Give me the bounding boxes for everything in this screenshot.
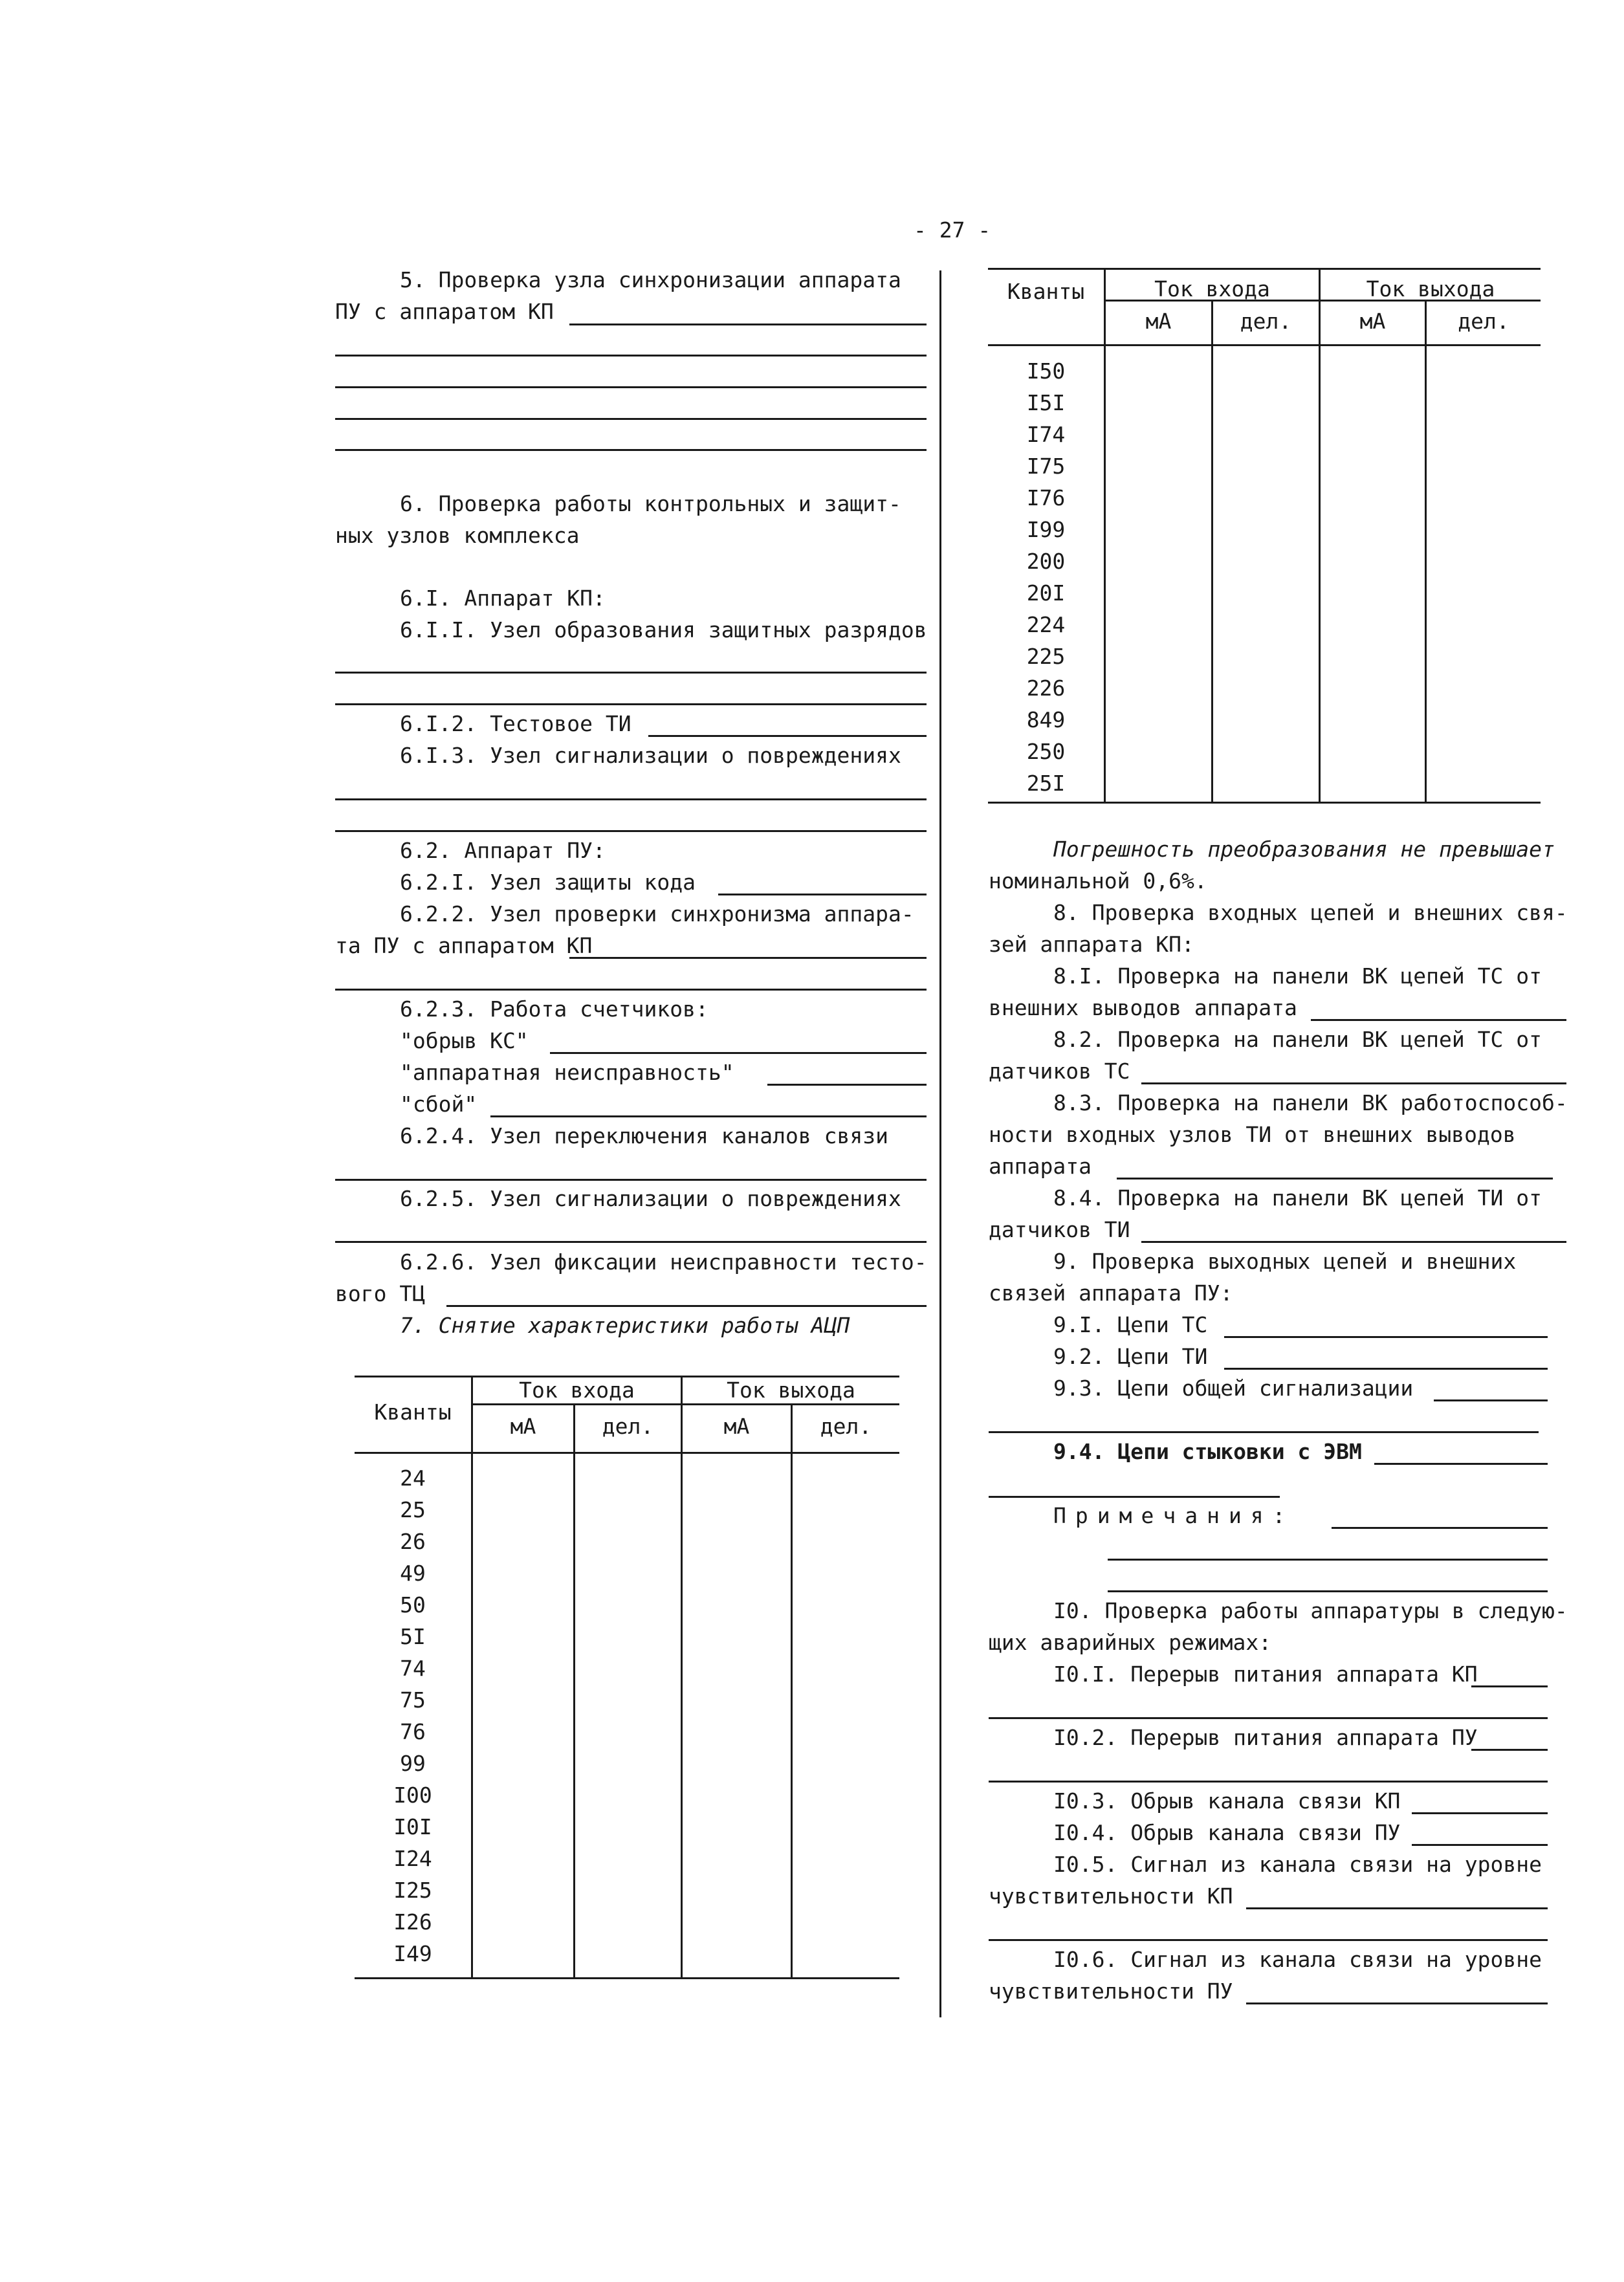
fill-line	[1108, 1559, 1548, 1561]
fill-line	[1412, 1844, 1548, 1846]
table-1-row-label: I00	[393, 1783, 432, 1808]
section-10-5-line1: I0.5. Сигнал из канала связи на уровне	[1053, 1852, 1542, 1877]
section-6-1-3: 6.I.3. Узел сигнализации о повреждениях	[400, 743, 901, 768]
section-8-1-line2: внешних выводов аппарата	[989, 995, 1297, 1020]
section-8-1-line1: 8.I. Проверка на панели ВК цепей ТС от	[1053, 963, 1542, 989]
section-6-line1: 6. Проверка работы контрольных и защит-	[400, 491, 901, 516]
fill-line	[989, 1496, 1280, 1498]
fill-line	[1117, 1178, 1553, 1179]
fill-line	[1224, 1368, 1548, 1370]
section-10-5-line2: чувствительности КП	[989, 1883, 1233, 1909]
section-10-3: I0.3. Обрыв канала связи КП	[1053, 1788, 1401, 1814]
section-8-4-line1: 8.4. Проверка на панели ВК цепей ТИ от	[1053, 1185, 1542, 1211]
section-10-2: I0.2. Перерыв питания аппарата ПУ	[1053, 1725, 1478, 1750]
section-8-line1: 8. Проверка входных цепей и внешних свя-	[1053, 900, 1568, 925]
section-10-6-line2: чувствительности ПУ	[989, 1979, 1233, 2004]
section-6-1-2: 6.I.2. Тестовое ТИ	[400, 711, 631, 736]
section-9-line1: 9. Проверка выходных цепей и внешних	[1053, 1249, 1517, 1274]
table-2-row-label: I5I	[1026, 390, 1066, 415]
table-2-row-label: 849	[1026, 707, 1066, 732]
table-2-row-label: I99	[1026, 517, 1066, 542]
table-1-row-label: I25	[393, 1878, 432, 1903]
section-8-2-line1: 8.2. Проверка на панели ВК цепей ТС от	[1053, 1027, 1542, 1052]
fill-line	[1471, 1749, 1548, 1751]
counter-line-3: "сбой"	[400, 1092, 477, 1117]
section-7: 7. Снятие характеристики работы АЦП	[400, 1313, 850, 1338]
fill-line	[648, 735, 927, 737]
table-1-row-label: 99	[400, 1751, 426, 1776]
table-2-row-label: 200	[1026, 549, 1066, 574]
section-5-line2: ПУ с аппаратом КП	[335, 299, 554, 324]
section-8-3-line3: аппарата	[989, 1154, 1092, 1179]
fill-line	[1108, 1590, 1548, 1592]
section-10-line1: I0. Проверка работы аппаратуры в следую-	[1053, 1598, 1568, 1623]
table-1-header-ma-out: мА	[723, 1414, 750, 1439]
fill-line	[1246, 1907, 1548, 1909]
table-1-header-kvanty: Кванты	[374, 1399, 452, 1425]
fill-line	[989, 1781, 1548, 1783]
fill-line	[490, 1115, 927, 1117]
table-2-row-label: I76	[1026, 485, 1066, 510]
section-10-line2: щих аварийных режимах:	[989, 1630, 1272, 1655]
section-5-line1: 5. Проверка узла синхронизации аппарата	[400, 267, 901, 292]
section-9-2: 9.2. Цепи ТИ	[1053, 1344, 1208, 1369]
section-6-2-3: 6.2.3. Работа счетчиков:	[400, 996, 708, 1022]
section-6-2-1: 6.2.I. Узел защиты кода	[400, 870, 696, 895]
page-number: - 27 -	[914, 217, 991, 243]
fill-line	[569, 957, 927, 959]
fill-line	[1311, 1019, 1566, 1021]
section-6-1-1: 6.I.I. Узел образования защитных разрядов	[400, 617, 927, 642]
table-1-row-label: I24	[393, 1846, 432, 1871]
fill-line	[1332, 1527, 1548, 1529]
fill-line	[1224, 1336, 1548, 1338]
fill-line	[1141, 1082, 1566, 1084]
section-6-line2: ных узлов комплекса	[335, 523, 580, 548]
fill-line	[335, 418, 927, 420]
table-2-row-label: 224	[1026, 612, 1066, 637]
table-1-header-del-in: дел.	[602, 1414, 654, 1439]
section-10-1: I0.I. Перерыв питания аппарата КП	[1053, 1662, 1478, 1687]
fill-line	[335, 355, 927, 357]
table-2-row-label: 25I	[1026, 771, 1066, 796]
fill-line	[550, 1052, 927, 1054]
fill-line	[989, 1717, 1548, 1719]
table-2-row-label: I74	[1026, 422, 1066, 447]
table-1-header-input: Ток входа	[519, 1377, 635, 1403]
table-2-header-del-in: дел.	[1240, 309, 1292, 334]
table-2-row-label: I50	[1026, 358, 1066, 384]
section-8-4-line2: датчиков ТИ	[989, 1217, 1130, 1242]
fill-line	[718, 894, 927, 895]
fill-line	[335, 449, 927, 451]
table-2-header-ma-in: мА	[1145, 309, 1172, 334]
table-2-row-label: 250	[1026, 739, 1066, 764]
section-6-2-2-line1: 6.2.2. Узел проверки синхронизма аппара-	[400, 901, 914, 927]
fill-line	[1434, 1399, 1548, 1401]
section-8-3-line1: 8.3. Проверка на панели ВК работоспособ-	[1053, 1090, 1568, 1115]
table-2-row-label: I75	[1026, 454, 1066, 479]
notes-label: Примечания:	[1053, 1503, 1295, 1528]
fill-line	[1374, 1463, 1548, 1465]
table-2-row-label: 226	[1026, 675, 1066, 701]
section-6-2-6-line2: вого ТЦ	[335, 1281, 426, 1306]
table-1-header-del-out: дел.	[820, 1414, 872, 1439]
table-1-row-label: 76	[400, 1719, 426, 1744]
fill-line	[335, 798, 927, 800]
table-1-row-label: 50	[400, 1592, 426, 1618]
fill-line	[335, 1241, 927, 1243]
fill-line	[335, 830, 927, 832]
table-1-row-label: 26	[400, 1529, 426, 1554]
counter-line-1: "обрыв КС"	[400, 1028, 529, 1053]
section-9-1: 9.I. Цепи ТС	[1053, 1312, 1208, 1337]
table-1-row-label: 25	[400, 1497, 426, 1522]
table-1-header-output: Ток выхода	[727, 1377, 855, 1403]
section-6-2-5: 6.2.5. Узел сигнализации о повреждениях	[400, 1186, 901, 1211]
table-2-header-output: Ток выхода	[1366, 276, 1495, 302]
fill-line	[1141, 1241, 1566, 1243]
table-1-row-label: 75	[400, 1687, 426, 1713]
table-2-header-del-out: дел.	[1458, 309, 1509, 334]
fill-line	[335, 386, 927, 388]
section-9-3: 9.3. Цепи общей сигнализации	[1053, 1376, 1414, 1401]
table-2-header-kvanty: Кванты	[1007, 279, 1085, 304]
section-9-4: 9.4. Цепи стыковки с ЭВМ	[1053, 1439, 1362, 1464]
fill-line	[767, 1084, 927, 1086]
table-1-row-label: I49	[393, 1941, 432, 1966]
table-2-header-input: Ток входа	[1154, 276, 1270, 302]
section-10-6-line1: I0.6. Сигнал из канала связи на уровне	[1053, 1947, 1542, 1972]
fill-line	[1412, 1812, 1548, 1814]
section-6-2-4: 6.2.4. Узел переключения каналов связи	[400, 1123, 888, 1148]
fill-line	[335, 703, 927, 705]
section-8-line2: зей аппарата КП:	[989, 932, 1194, 957]
table-1-row-label: I0I	[393, 1814, 432, 1839]
table-1-row-label: I26	[393, 1909, 432, 1935]
fill-line	[446, 1305, 927, 1307]
section-6-2-6-line1: 6.2.6. Узел фиксации неисправности тесто-	[400, 1249, 927, 1275]
table-1-row-label: 24	[400, 1465, 426, 1491]
fill-line	[1471, 1685, 1548, 1687]
fill-line	[335, 1179, 927, 1181]
table-1-row-label: 74	[400, 1656, 426, 1681]
section-10-4: I0.4. Обрыв канала связи ПУ	[1053, 1820, 1401, 1845]
error-line1: Погрешность преобразования не превышает	[1053, 837, 1555, 862]
table-2-row-label: 225	[1026, 644, 1066, 669]
fill-line	[989, 1939, 1548, 1941]
table-2-header-ma-out: мА	[1359, 309, 1386, 334]
fill-line	[569, 324, 927, 325]
table-1-row-label: 49	[400, 1561, 426, 1586]
table-1-row-label: 5I	[400, 1624, 426, 1649]
fill-line	[1246, 2002, 1548, 2004]
counter-line-2: "аппаратная неисправность"	[400, 1060, 734, 1085]
section-6-1: 6.I. Аппарат КП:	[400, 586, 606, 611]
fill-line	[989, 1431, 1539, 1433]
table-1-header-ma-in: мА	[510, 1414, 536, 1439]
error-line2: номинальной 0,6%.	[989, 868, 1207, 894]
fill-line	[335, 989, 927, 991]
table-2-row-label: 20I	[1026, 580, 1066, 606]
section-8-2-line2: датчиков ТС	[989, 1059, 1130, 1084]
section-6-2: 6.2. Аппарат ПУ:	[400, 838, 606, 863]
fill-line	[335, 672, 927, 674]
section-9-line2: связей аппарата ПУ:	[989, 1280, 1233, 1306]
section-8-3-line2: ности входных узлов ТИ от внешних выводов	[989, 1122, 1516, 1147]
section-6-2-2-line2: та ПУ с аппаратом КП	[335, 933, 593, 958]
column-divider	[939, 270, 941, 2017]
